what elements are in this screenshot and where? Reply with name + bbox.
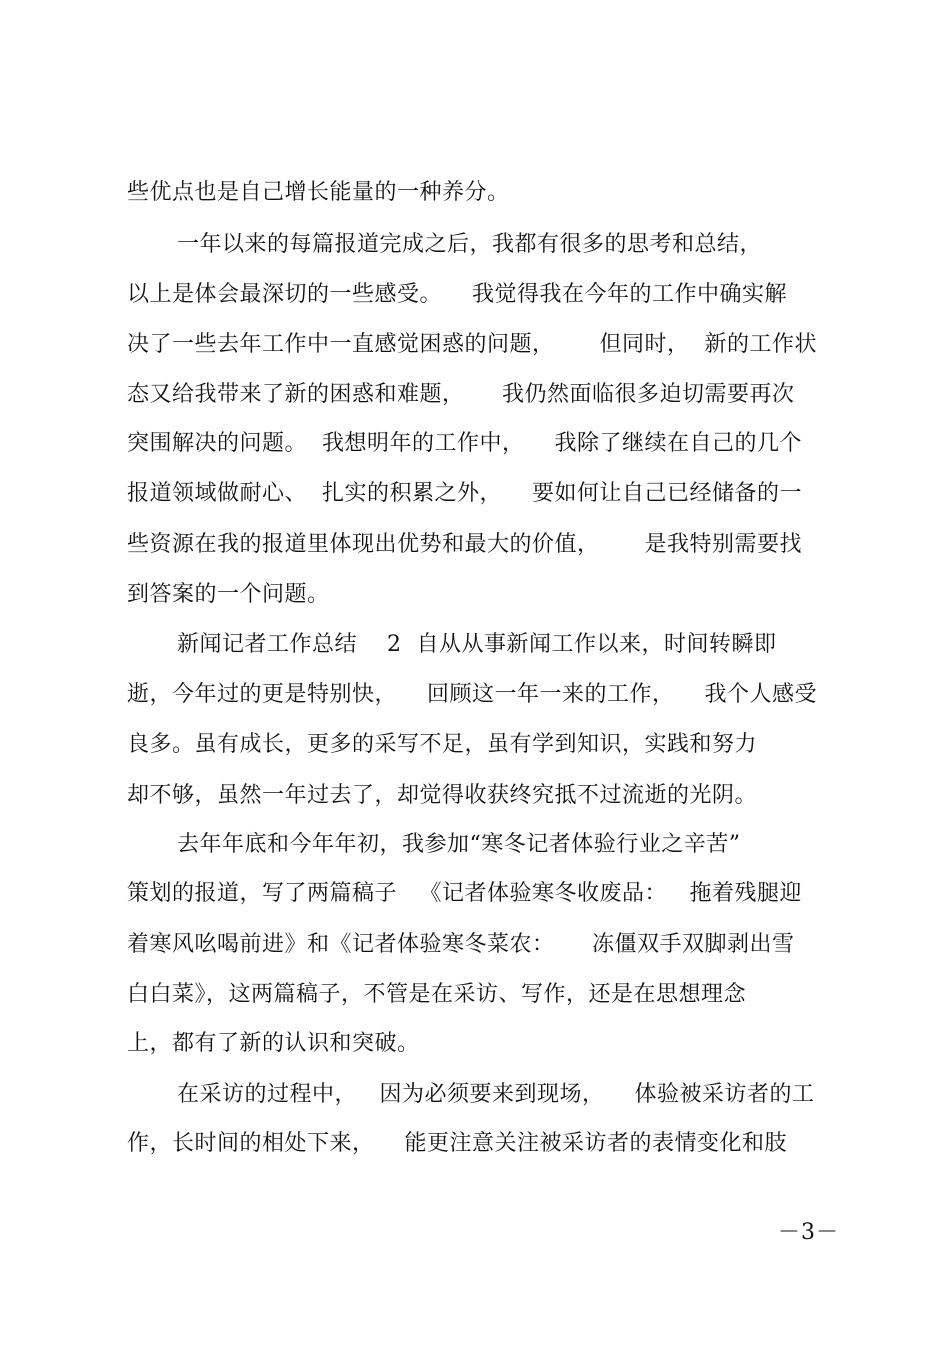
- page-number: －3－: [778, 1220, 839, 1245]
- text-line: 策划的报道，写了两篇稿子 《记者体验寒冬收废品： 拖着残腿迎: [127, 881, 802, 906]
- text-line: 到答案的一个问题。: [127, 582, 330, 607]
- text-line: 些优点也是自己增长能量的一种养分。: [127, 180, 510, 205]
- text-line: 上，都有了新的认识和突破。: [127, 1031, 420, 1056]
- text-line: 良多。虽有成长，更多的采写不足，虽有学到知识，实践和努力: [127, 732, 758, 757]
- text-line: 却不够，虽然一年过去了，却觉得收获终究抵不过流逝的光阴。: [127, 783, 758, 808]
- text-line: 白白菜》，这两篇稿子，不管是在采访、写作，还是在思想理念: [127, 982, 747, 1007]
- text-line: 态又给我带来了新的困惑和难题， 我仍然面临很多迫切需要再次: [127, 382, 795, 407]
- text-line: 新闻记者工作总结 2 自从从事新闻工作以来，时间转瞬即: [177, 632, 777, 657]
- text-line: 决了一些去年工作中一直感觉困惑的问题， 但同时， 新的工作状: [127, 332, 817, 357]
- text-line: 突围解决的问题。 我想明年的工作中， 我除了继续在自己的几个: [127, 431, 802, 456]
- text-line: 以上是体会最深切的一些感受。 我觉得我在今年的工作中确实解: [127, 282, 787, 307]
- text-line: 些资源在我的报道里体现出优势和最大的价值， 是我特别需要找: [127, 532, 802, 557]
- text-line: 在采访的过程中， 因为必须要来到现场， 体验被采访者的工: [177, 1082, 815, 1107]
- text-line: 报道领域做耐心、 扎实的积累之外， 要如何让自己已经储备的一: [127, 481, 802, 506]
- text-line: 去年年底和今年年初，我参加“寒冬记者体验行业之辛苦”: [177, 832, 741, 857]
- text-line: 作，长时间的相处下来， 能更注意关注被采访者的表情变化和肢: [127, 1131, 787, 1156]
- text-line: 着寒风吆喝前进》和《记者体验寒冬菜农： 冻僵双手双脚剥出雪: [127, 932, 795, 957]
- text-line: 一年以来的每篇报道完成之后，我都有很多的思考和总结，: [177, 232, 763, 257]
- text-line: 逝，今年过的更是特别快， 回顾这一年一来的工作， 我个人感受: [127, 682, 817, 707]
